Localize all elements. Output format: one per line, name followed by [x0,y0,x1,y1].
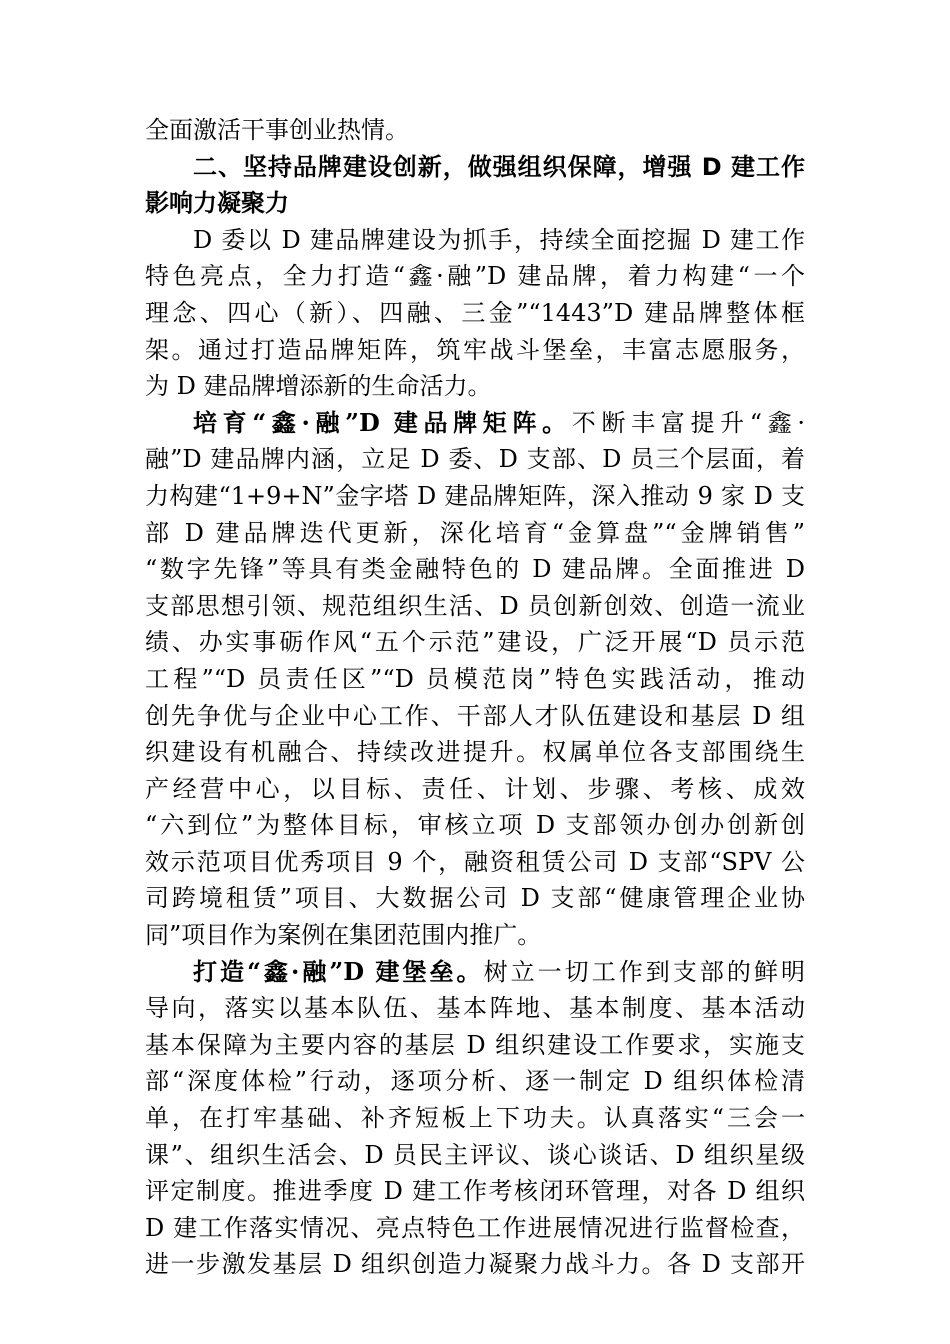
paragraph-3-line: 单，在打牢基础、补齐短板上下功夫。认真落实“三会一 [145,1104,805,1133]
paragraph-2-line: 产经营中心，以目标、责任、计划、步骤、考核、成效 [145,774,805,803]
paragraph-1-line: 架。通过打造品牌矩阵，筑牢战斗堡垒，丰富志愿服务， [145,335,805,364]
section-heading-line-2: 影响力凝聚力 [145,189,289,218]
paragraph-3-line: 导向，落实以基本队伍、基本阵地、基本制度、基本活动 [145,994,805,1023]
paragraph-3-line: 评定制度。推进季度 D 建工作考核闭环管理，对各 D 组织 [145,1177,805,1206]
paragraph-3-first-text: 树立一切工作到支部的鲜明 [483,957,805,986]
paragraph-2-first-text: 不断丰富提升“鑫· [571,408,805,437]
paragraph-2-line: 力构建“1+9+N”金字塔 D 建品牌矩阵，深入推动 9 家 D 支 [145,481,805,510]
paragraph-2-lead-title: 培育“鑫·融”D 建品牌矩阵。 [193,407,572,437]
paragraph-2-line: 效示范项目优秀项目 9 个，融资租赁公司 D 支部“SPV 公 [145,847,805,876]
paragraph-2-line: “六到位”为整体目标，审核立项 D 支部领办创办创新创 [145,811,805,840]
paragraph-2-line: 司跨境租赁”项目、大数据公司 D 支部“健康管理企业协 [145,884,805,913]
paragraph-3-first-line [145,954,805,991]
paragraph-3-line: 基本保障为主要内容的基层 D 组织建设工作要求，实施支 [145,1030,805,1059]
paragraph-2-line: “数字先锋”等具有类金融特色的 D 建品牌。全面推进 D [145,555,805,584]
paragraph-3-line: D 建工作落实情况、亮点特色工作进展情况进行监督检查， [145,1213,805,1242]
paragraph-2-line: 工程”“D 员责任区”“D 员模范岗”特色实践活动，推动 [145,664,805,693]
paragraph-2-line: 创先争优与企业中心工作、干部人才队伍建设和基层 D 组 [145,701,805,730]
paragraph-1-line: 理念、四心（新）、四融、三金”“1443”D 建品牌整体框 [145,298,805,327]
paragraph-1-line: D 委以 D 建品牌建设为抓手，持续全面挖掘 D 建工作 [193,225,805,254]
section-heading-line-1: 二、坚持品牌建设创新，做强组织保障，增强 D 建工作 [193,152,805,181]
paragraph-2-line: 同”项目作为案例在集团范围内推广。 [145,921,542,950]
paragraph-2-line: 支部思想引领、规范组织生活、D 员创新创效、创造一流业 [145,591,805,620]
paragraph-2-first-line [145,405,805,442]
paragraph-2-line: 部 D 建品牌迭代更新，深化培育“金算盘”“金牌销售” [145,518,805,547]
intro-line: 全面激活干事创业热情。 [145,116,409,144]
document-page [145,112,805,1283]
paragraph-3-line: 课”、组织生活会、D 员民主评议、谈心谈话、D 组织星级 [145,1140,805,1169]
paragraph-3-line: 进一步激发基层 D 组织创造力凝聚力战斗力。各 D 支部开 [145,1250,805,1279]
paragraph-3-line: 部“深度体检”行动，逐项分析、逐一制定 D 组织体检清 [145,1067,805,1096]
paragraph-3-lead-title: 打造“鑫·融”D 建堡垒。 [193,956,484,986]
paragraph-2-line: 融”D 建品牌内涵，立足 D 委、D 支部、D 员三个层面，着 [145,445,805,474]
paragraph-1-line: 特色亮点，全力打造“鑫·融”D 建品牌，着力构建“一个 [145,262,805,291]
paragraph-2-line: 织建设有机融合、持续改进提升。权属单位各支部围绕生 [145,738,805,767]
paragraph-1-line: 为 D 建品牌增添新的生命活力。 [145,372,492,401]
paragraph-2-line: 绩、办实事砺作风“五个示范”建设，广泛开展“D 员示范 [145,628,805,657]
